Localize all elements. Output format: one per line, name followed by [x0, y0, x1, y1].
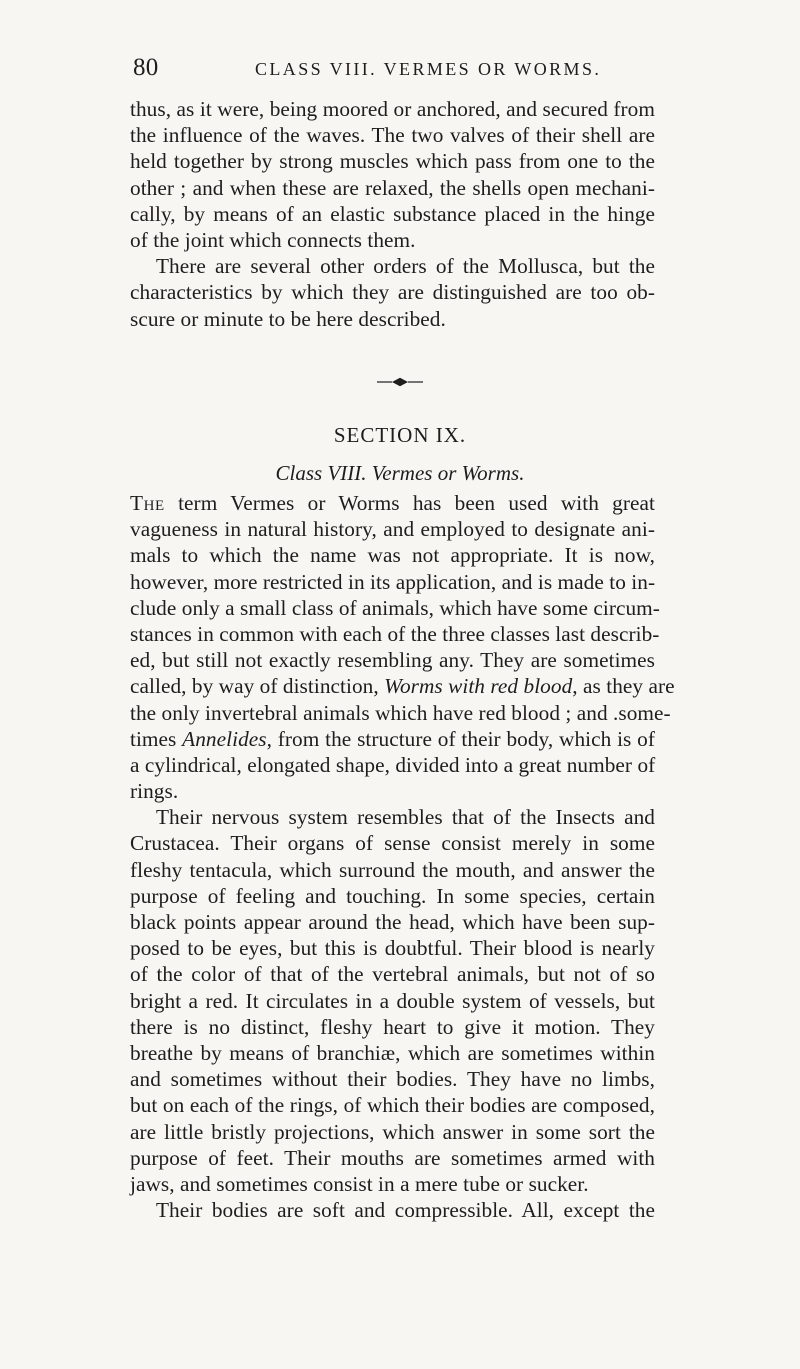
text-line: cally, by means of an elastic substance placed in the hinge	[130, 201, 655, 226]
text-line: scure or minute to be here described.	[130, 306, 446, 331]
page-header	[133, 54, 653, 86]
text-line: stances in common with each of the three classes last describ-	[130, 621, 660, 646]
text-line: Their bodies are soft and compressible. All, except the	[156, 1198, 655, 1223]
text-line: rings.	[130, 779, 179, 804]
text-line: breathe by means of branchiæ, which are sometimes within	[130, 1040, 655, 1065]
text-line: the influence of the waves. The two valves of their shell are	[130, 123, 655, 148]
text-line: are little bristly projections, which answer in some sort the	[130, 1119, 655, 1144]
running-head: CLASS VIII. VERMES OR WORMS.	[255, 59, 602, 79]
text-line: and sometimes without their bodies. They have no limbs,	[130, 1067, 655, 1092]
text-line: of the joint which connects them.	[130, 227, 416, 252]
page-number: 80	[133, 54, 159, 81]
text-line: clude only a small class of animals, which have some circum-	[130, 595, 660, 620]
text-line: the only invertebral animals which have red blood ; and .some-	[130, 700, 671, 725]
text-line: The term Vermes or Worms has been used with great	[130, 491, 655, 515]
text-line: bright a red. It circulates in a double system of vessels, but	[130, 988, 655, 1013]
text-line: but on each of the rings, of which their bodies are composed,	[130, 1093, 655, 1118]
text-line: fleshy tentacula, which surround the mouth, and answer the	[130, 857, 655, 882]
text-line: there is no distinct, fleshy heart to give it motion. They	[130, 1014, 655, 1039]
text-line: a cylindrical, elongated shape, divided into a great number of	[130, 752, 656, 777]
text-line: thus, as it were, being moored or anchored, and secured from	[130, 97, 655, 121]
text-line: called, by way of distinction, Worms with red blood, as they are	[130, 674, 675, 699]
text-line: black points appear around the head, which have been sup-	[130, 910, 655, 934]
text-line: characteristics by which they are distinguished are too ob-	[130, 280, 655, 305]
text-line: times Annelides, from the structure of their body, which is of	[130, 726, 656, 751]
opening-word: The	[130, 491, 165, 515]
section-ornament-icon	[377, 377, 423, 387]
italic-term: Annelides	[182, 726, 267, 751]
worms-section-text	[130, 490, 675, 1223]
text-line: vagueness in natural history, and employed to designate ani-	[130, 517, 655, 542]
text-line: purpose of feet. Their mouths are sometimes armed with	[130, 1145, 655, 1170]
text-line: however, more restricted in its application, and is made to in-	[130, 569, 656, 594]
text-line: purpose of feeling and touching. In some species, certain	[130, 883, 655, 908]
text-line: Crustacea. Their organs of sense consist merely in some	[130, 831, 655, 856]
section-title: SECTION IX.	[333, 423, 467, 447]
text-line: ed, but still not exactly resembling any. They are sometimes	[130, 648, 655, 673]
text-line: mals to which the name was not appropriate. It is now,	[130, 543, 655, 568]
opening-text-block	[130, 96, 655, 332]
text-line: held together by strong muscles which pass from one to the	[130, 149, 655, 174]
text-line: of the color of that of the vertebral animals, but not of so	[130, 962, 655, 987]
text-line: posed to be eyes, but this is doubtful. Their blood is nearly	[130, 936, 655, 961]
text-line: Their nervous system resembles that of the Insects and	[156, 805, 655, 830]
text-line: other ; and when these are relaxed, the shells open mechani-	[130, 175, 655, 200]
text-line: jaws, and sometimes consist in a mere tube or sucker.	[130, 1171, 589, 1196]
class-title: Class VIII. Vermes or Worms.	[275, 461, 525, 485]
italic-term: Worms with red blood	[384, 674, 573, 699]
text-line: There are several other orders of the Mollusca, but the	[156, 254, 655, 279]
